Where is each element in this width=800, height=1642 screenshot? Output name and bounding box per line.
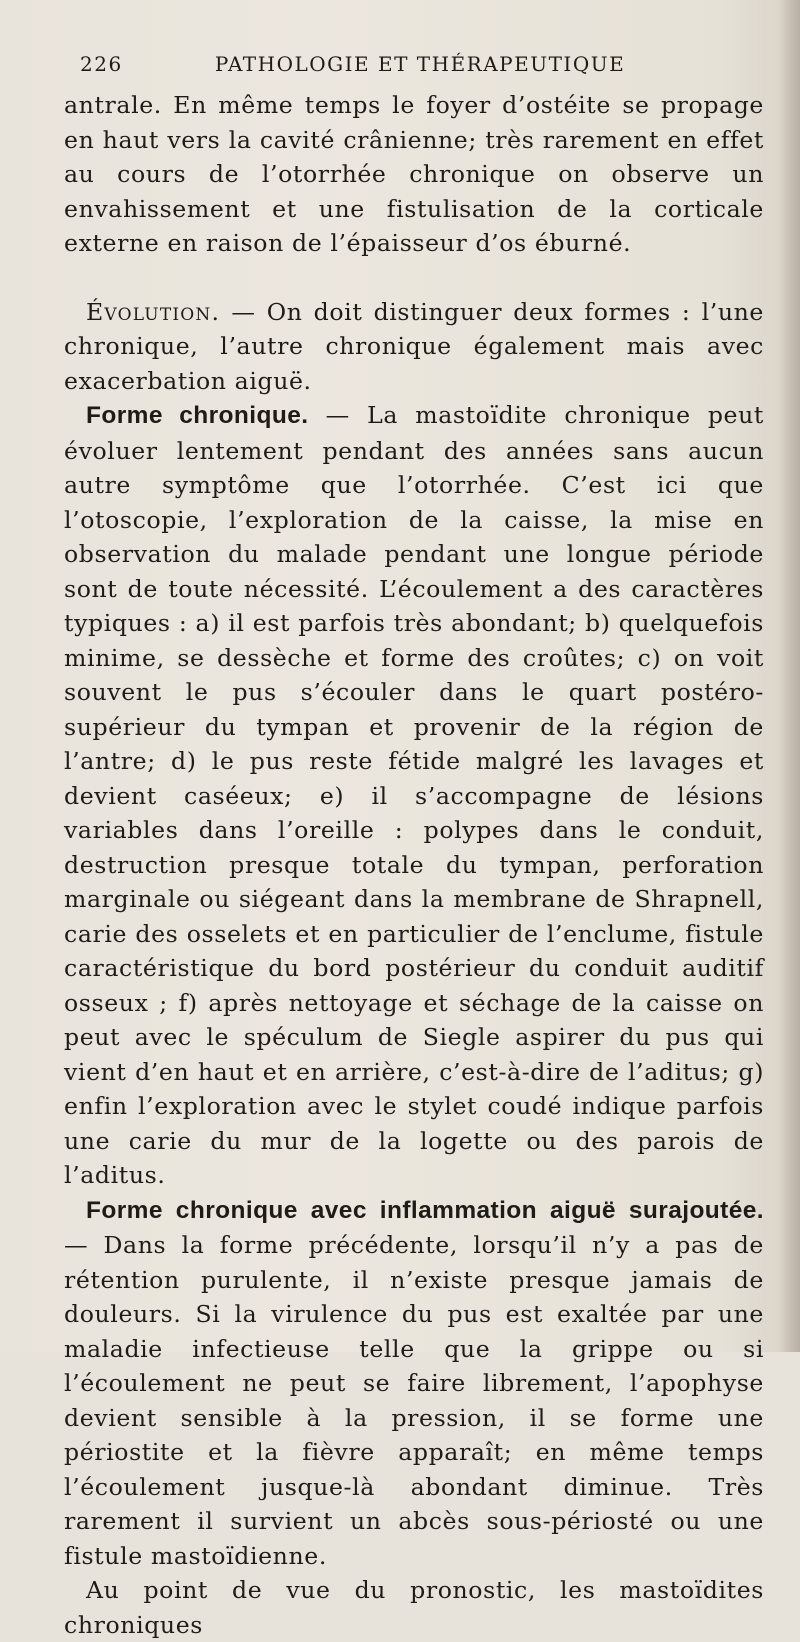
subheading-forme-aigue: Forme chronique avec inflammation aiguë surajoutée. — [86, 1196, 764, 1224]
paragraph-pronostic: Au point de vue du pronostic, les mastoïdites chroniques — [64, 1576, 764, 1639]
paragraph-continuation: antrale. En même temps le foyer d’ostéite se propage en haut vers la cavité crânienne; très rarement en effet au cours de l’otorrhée chronique on observe un envahissement et une fistulisation de la corticale externe en raison de l’épaisseur d’os éburné. — [64, 91, 764, 257]
subheading-forme-chronique: Forme chronique. — [86, 402, 309, 429]
paragraph-forme-aigue — [64, 1193, 764, 1574]
running-head: PATHOLOGIE ET THÉRAPEUTIQUE — [214, 52, 626, 76]
paragraph-evolution — [64, 295, 764, 399]
page-header — [80, 52, 760, 88]
paragraph-forme-chronique — [64, 398, 764, 1193]
section-heading-evolution: Évolution. — [86, 297, 221, 326]
paragraph-forme-aigue-text: — Dans la forme précédente, lorsqu’il n’y a pas de rétention purulente, il n’existe presque jamais de douleurs. Si la virulence du pus est exaltée par une maladie infectieuse telle que la grippe ou si l’écoulement ne peut se faire librement, l’apophyse devient sensible à la pression, il se forme une périostite et la fièvre apparaît; en même temps l’écoulement jusque-là abondant diminue. Très rarement il survient un abcès sous-périosté ou une fistule mastoïdienne. — [64, 1231, 764, 1570]
paragraph-evolution-text: — On doit distinguer deux formes : l’une chronique, l’autre chronique également mais avec exacerbation aiguë. — [64, 297, 764, 395]
paragraph-forme-chronique-text: — La mastoïdite chronique peut évoluer lentement pendant des années sans aucun autre symptôme que l’otorrhée. C’est ici que l’otoscopie, l’exploration de la caisse, la mise en observation du malade pendant une longue période sont de toute nécessité. L’écoulement a des caractères typiques : a) il est parfois très abondant; b) quelquefois minime, se dessèche et forme des croûtes; c) on voit souvent le pus s’écouler dans le quart postéro-supérieur du tympan et provenir de la région de l’antre; d) le pus reste fétide malgré les lavages et devient caséeux; e) il s’accompagne de lésions variables dans l’oreille : polypes dans le conduit, destruction presque totale du tympan, perforation marginale ou siégeant dans la membrane de Shrapnell, carie des osselets et en particulier de l’enclume, fistule caractéristique du bord postérieur du conduit auditif osseux ; f) après nettoyage et séchage de la caisse on peut avec le spéculum de Siegle aspirer du pus qui vient d’en haut et en arrière, c’est-à-dire de l’aditus; g) enfin l’exploration avec le stylet coudé indique parfois une carie du mur de la logette ou des parois de l’aditus. — [64, 401, 764, 1189]
body-text — [64, 88, 764, 1642]
page-number: 226 — [80, 52, 123, 76]
section-gap — [64, 261, 764, 295]
